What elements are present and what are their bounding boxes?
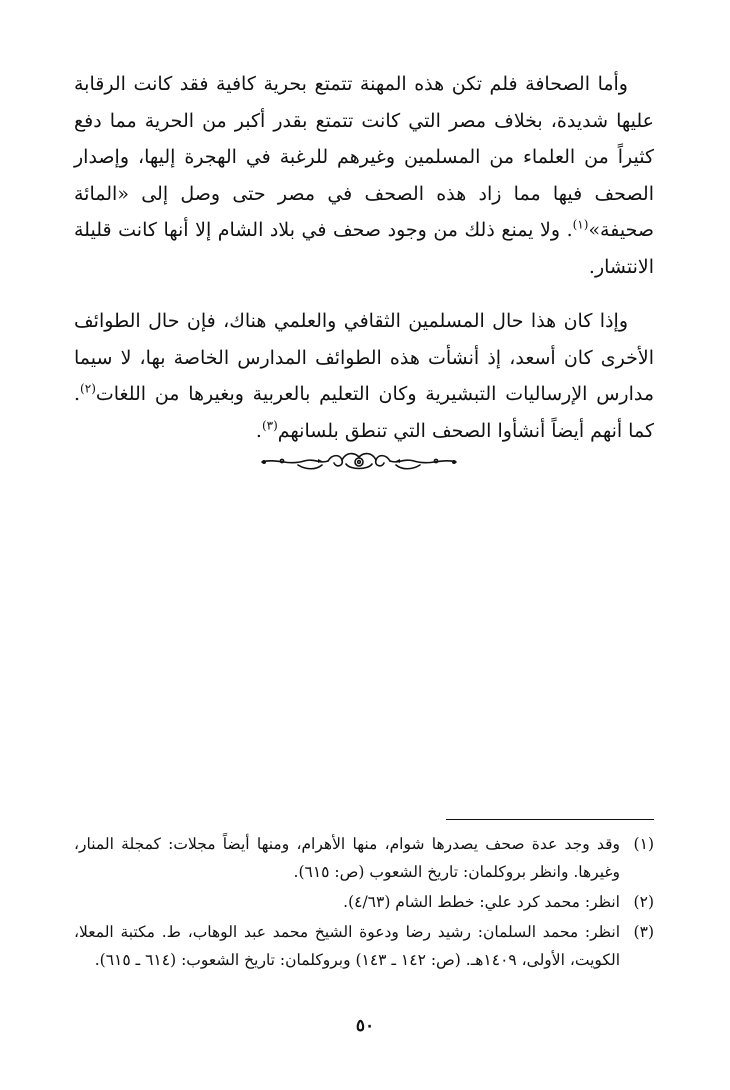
footnote-2-number: (٢) — [633, 893, 654, 911]
footnote-1-text: وقد وجد عدة صحف يصدرها شوام، منها الأهرام، ومنها أيضاً مجلات: كمجلة المنار، وغيرها. وانظر بروكلمان: تاريخ الشعوب (ص: ٦١٥). — [74, 835, 620, 881]
paragraph-1-text-2: . ولا يمنع ذلك من وجود صحف في بلاد الشام إلا أنها كانت قليلة الانتشار. — [74, 219, 654, 278]
footnote-1-number: (١) — [633, 835, 654, 853]
paragraph-1 — [74, 66, 654, 285]
footnote-2-text: انظر: محمد كرد علي: خطط الشام (٤/٦٣). — [343, 893, 620, 911]
footnotes-list — [74, 830, 654, 976]
footnote-ref-1[interactable]: (١) — [572, 217, 589, 232]
main-text — [74, 66, 654, 449]
page-number: ٥٠ — [355, 1016, 375, 1036]
paragraph-2-text-3: . — [255, 419, 262, 442]
paragraph-1-text-1: وأما الصحافة فلم تكن هذه المهنة تتمتع بحرية كافية فقد كانت الرقابة عليها شديدة، بخلاف مصر التي كانت تتمتع بقدر أكبر من الحرية مما دفع كثيراً من العلماء من المسلمين وغيرهم للرغبة في الهجرة إليها، وإصدار الصحف فيها مما زاد هذه الصحف في مصر حتى وصل إلى «المائة صحيفة» — [74, 73, 654, 241]
footnote-2 — [74, 888, 654, 916]
footnote-ref-3[interactable]: (٣) — [261, 418, 278, 433]
footnote-ref-2[interactable]: (٢) — [80, 381, 96, 396]
paragraph-2-text-1: وإذا كان هذا حال المسلمين الثقافي والعلمي هناك، فإن حال الطوائف الأخرى كان أسعد، إذ أنشأت هذه الطوائف المدارس الخاصة بها، لا سيما مدارس الإرساليات التبشيرية وكان التعليم بالعربية وبغيرها من اللغات — [74, 310, 654, 405]
footnote-3 — [74, 918, 654, 974]
paragraph-2-text-2: . كما أنهم أيضاً أنشأوا الصحف التي تنطق بلسانهم — [74, 383, 654, 442]
footnote-3-text: انظر: محمد السلمان: رشيد رضا ودعوة الشيخ محمد عبد الوهاب، ط. مكتبة المعلا، الكويت، الأولى، ١٤٠٩هـ. (ص: ١٤٢ ـ ١٤٣) وبروكلمان: تاريخ الشعوب: (٦١٤ ـ ٦١٥). — [74, 923, 620, 969]
footnote-separator — [446, 819, 654, 820]
ornament-divider-icon — [258, 448, 460, 474]
footnote-3-number: (٣) — [633, 923, 654, 941]
paragraph-2 — [74, 303, 654, 449]
footnote-1 — [74, 830, 654, 886]
